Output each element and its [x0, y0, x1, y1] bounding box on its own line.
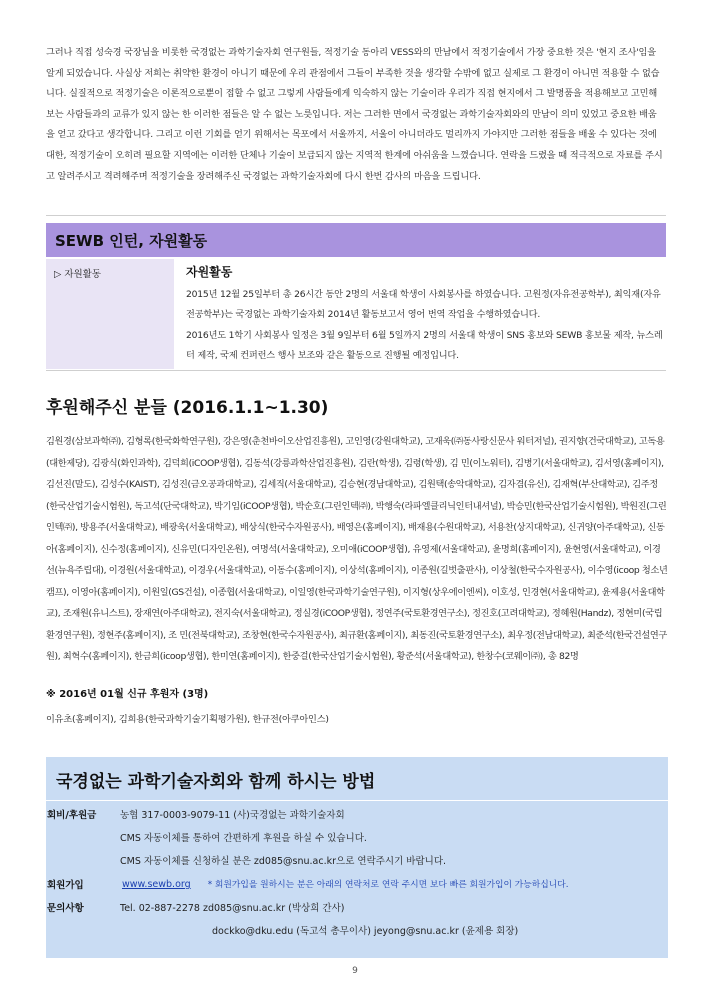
divider — [46, 370, 666, 371]
website-link[interactable]: www.sewb.org — [122, 879, 191, 890]
contact-line-2: dockko@dku.edu (독고석 총무이사) jeyong@snu.ac.kr (윤제용 회장) — [212, 926, 519, 937]
dues-account: 농협 317-0003-9079-11 (사)국경없는 과학기술자회 — [120, 810, 345, 821]
intro-paragraph: 그러나 직접 성숙경 국장님을 비롯한 국경없는 과학기술자회 연구원들, 적정기술 동아리 VESS와의 만남에서 적정기술에서 가장 중요한 것은 '현지 조사'임을 알게 되었습니다. 사실상 저희는 취약한 환경이 아니기 때문에 우리 관점에서 그들이 부족한 것을 생각할 수밖에 없고 실제로 그 환경이 아니면 적용할 수 없습니다. 실질적으로 적정기술은 이론적으로뿐이 접할 수 없고 그렇게 사람들에게 익숙하지 않는 기술이라 우리가 직접 현지에서 그 발명품을 적용해보고 고민해보는 사람들과의 교류가 있지 않는 한 이러한 점들은 알 수 없는 노릇입니다. 저는 그러한 면에서 국경없는 과학기술자회와의 만남이 의미 있었고 중요한 배움을 얻고 갔다고 생각합니다. 그리고 이런 기회를 얻기 위해서는 목포에서 서울까지, 서울이 아니더라도 멀리까지 가야지만 그러한 점들을 배울 수 있다는 것에 대한, 적정기술이 오히려 필요할 지역에는 이러한 단체나 기술이 보급되지 않는 지역적 한계에 아쉬움을 느꼈습니다. 연락을 드렸을 때 적극적으로 자료를 주시고 알려주시고 격려해주며 적정기술을 장려해주신 국경없는 과학기술자회에 다시 한번 감사의 마음을 드립니다. — [46, 47, 663, 182]
dues-label: 회비/후원금 — [47, 810, 97, 821]
member-note: * 회원가입을 원하시는 분은 아래의 연락처로 연락 주시면 보다 빠른 회원가입이 가능하십니다. — [207, 880, 569, 890]
donors-list: 김원경(삼보과학㈜), 김형록(한국화학연구원), 강은영(춘천바이오산업진흥원), 고인영(강원대학교), 고재욱(㈜동사랑신문사 워터저널), 권지향(건국대학교), 고독용(대한제당), 김광식(화인과학), 김덕희(iCOOP생협), 김동석(강릉과학산업진흥원), 김란(학생), 김령(학생), 김 민(이노워터), 김병기(서울대학교), 김서영(홈페이지), 김선진(말도), 김성수(KAIST), 김성진(금오공과대학교), 김세직(서울대학교), 김승현(경남대학교), 김원택(송악대학교), 김자겸(유신), 김재혁(부산대학교), 김주정(한국산업기술시험원), 독고석(단국대학교), 박기임(iCOOP생협), 박순호(그린인텍㈜), 박행숙(라파엘클리닉인터내셔널), 박승민(한국산업기술시험원), 박원진(그린인텍㈜), 방용주(서울대학교), 배광욱(서울대학교), 배상식(한국수자원공사), 배영은(홈페이지), 배재용(수원대학교), 서용찬(상지대학교), 신귀양(아주대학교), 신동아(홈페이지), 신수정(홈페이지), 신유민(디자인온원), 여명석(서울대학교), 오미애(iCOOP생협), 유영제(서울대학교), 윤명희(홈페이지), 윤현영(서울대학교), 이경선(뉴욕주립대), 이경원(서울대학교), 이경우(서울대학교), 이동수(홈페이지), 이상석(홈페이지), 이종원(길벗출판사), 이상철(한국수자원공사), 이수영(icoop 청소년 캠프), 이영아(홈페이지), 이원일(GS건설), 이종협(서울대학교), 이일영(한국과학기술연구원), 이지형(상우에이엔씨), 이호성, 인경현(서울대학교), 윤제용(서울대학교), 조재원(유니스트), 장재연(아주대학교), 전지숙(서울대학교), 정실경(iCOOP생협), 정연주(국토환경연구소), 정진호(고려대학교), 정혜원(Handz), 정현미(국립환경연구원), 정현주(홈페이지), 조 민(전북대학교), 조창현(한국수자원공사), 최규환(홈페이지), 최동진(국토환경연구소), 최우정(전남대학교), 최준석(한국건설연구원), 최혁수(홈페이지), 한금희(icoop생협), 한미연(홈페이지), 한중걸(한국산업기술시험원), 황준석(서울대학교), 한창수(코웨이㈜), 총 82명 — [46, 436, 668, 663]
contact-line-1: Tel. 02-887-2278 zd085@snu.ac.kr (박상희 간사) — [120, 903, 345, 914]
contact-label: 문의사항 — [47, 903, 84, 914]
section-header-intern — [46, 223, 666, 257]
donors-title: 후원해주신 분들 (2016.1.1~1.30) — [46, 398, 329, 418]
new-donors-list: 이유초(홈페이지), 김희용(한국과학기술기획평가원), 한규전(아쿠아인스) — [46, 714, 329, 725]
section-title: SEWB 인턴, 자원활동 — [55, 232, 208, 250]
join-title: 국경없는 과학기술자회와 함께 하시는 방법 — [56, 772, 376, 792]
volunteer-paragraph-2: 2016년도 1학기 사회봉사 일정은 3월 9일부터 6월 5일까지 2명의 서울대 학생이 SNS 홍보와 SEWB 홍보물 제작, 뉴스레터 제작, 국제 컨퍼런스 행사 보조와 같은 활동으로 진행될 예정입니다. — [186, 329, 663, 362]
join-info-box — [46, 757, 668, 958]
dues-cms-info: CMS 자동이체를 통하여 간편하게 후원을 하실 수 있습니다. — [120, 833, 367, 844]
volunteer-content — [186, 263, 666, 367]
divider — [46, 800, 668, 801]
volunteer-title: 자원활동 — [186, 265, 233, 279]
member-section — [122, 877, 569, 890]
volunteer-label-cell — [46, 259, 174, 369]
dues-cms-contact: CMS 자동이체를 신청하실 분은 zd085@snu.ac.kr으로 연락주시기 바랍니다. — [120, 856, 447, 867]
member-label: 회원가입 — [47, 880, 84, 891]
volunteer-paragraph-1: 2015년 12월 25일부터 총 26시간 동안 2명의 서울대 학생이 사회봉사를 하였습니다. 고원정(자유전공학부), 최익재(자유전공학부)는 국경없는 과학기술자회 2014년 활동보고서 영어 번역 작업을 수행하였습니다. — [186, 289, 661, 321]
page-number: 9 — [352, 966, 358, 976]
new-donors-title: ※ 2016년 01월 신규 후원자 (3명) — [46, 689, 209, 700]
divider — [46, 215, 666, 216]
volunteer-label: ▷ 자원활동 — [54, 269, 102, 280]
volunteer-body — [186, 285, 666, 367]
